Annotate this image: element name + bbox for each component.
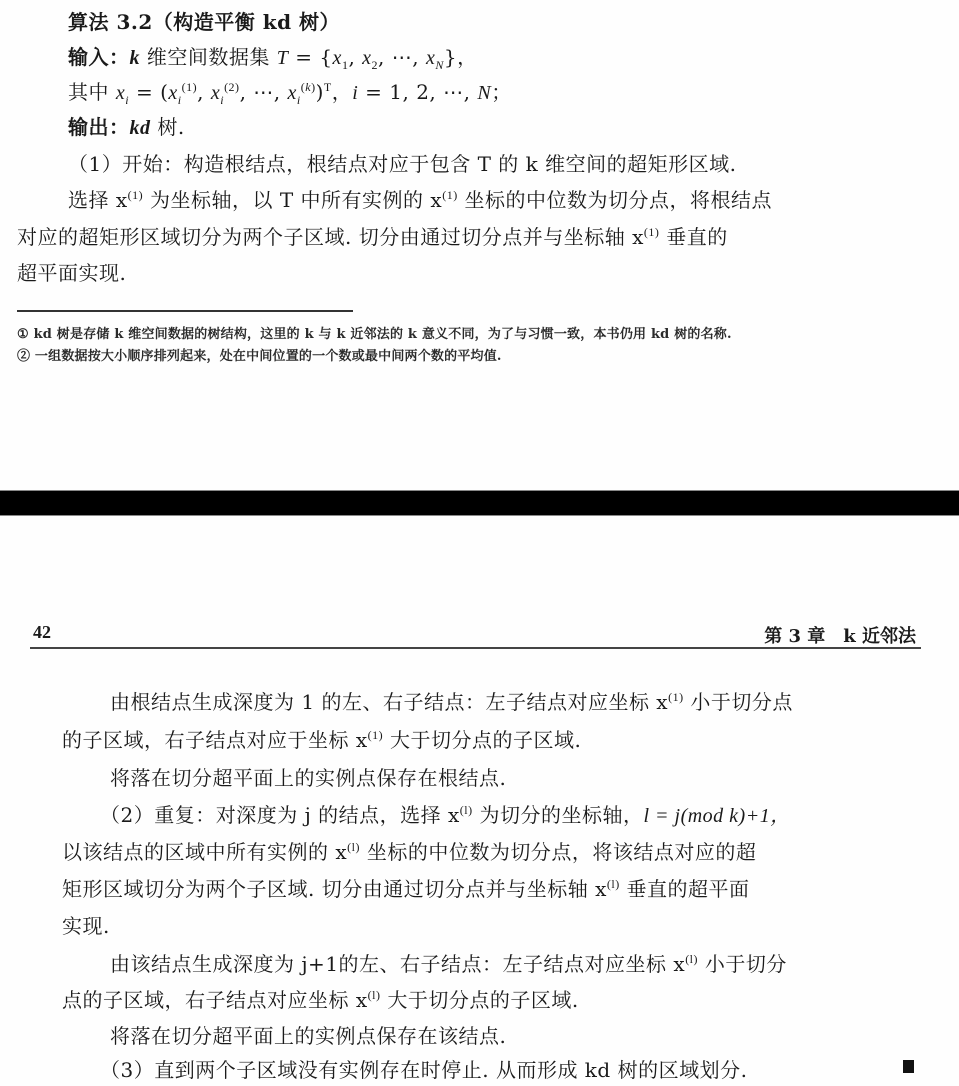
step2-line2 [62,840,756,864]
superscript: (l) [459,803,473,817]
output-line: 输出：kd 树. [68,115,185,139]
superscript: (1) [442,188,458,202]
p2: 将落在切分超平面上的实例点保存在根结点. [110,766,507,790]
text-span: 矩形区域切分为两个子区域. 切分由通过切分点并与坐标轴 x [62,877,607,901]
superscript: (1) [668,690,684,704]
step2-line4: 实现. [62,914,110,938]
text-span: 大于切分点的子区域. [383,728,582,752]
where-label: 其中 [68,80,109,104]
text-span: 为切分的坐标轴， [472,803,644,827]
text-span: 小于切分 [698,952,787,976]
qed-square-icon [903,1060,914,1073]
text-span: 大于切分点的子区域. [380,988,579,1012]
text-span: 垂直的 [659,225,728,249]
step2-line1 [100,803,791,828]
text-span: 垂直的超平面 [619,877,750,901]
p3-line2 [62,988,579,1012]
superscript: (1) [367,728,384,742]
step1-line3 [17,225,728,249]
page-number: 42 [33,622,51,642]
p3-line1 [110,952,787,976]
text-span: 点的子区域，右子结点对应坐标 x [62,988,368,1012]
superscript: (l) [367,988,381,1002]
text-span: 选择 x [68,188,128,212]
text-span: 的子区域，右子结点对应于坐标 x [62,728,368,752]
text-span: 对应的超矩形区域切分为两个子区域. 切分由通过切分点并与坐标轴 x [17,225,644,249]
header-rule [30,647,921,649]
input-line: 输入：k 维空间数据集 $T = \{x_1$, $x_2$, ⋯, $x_N$}， [68,45,478,72]
step1-line1: （1）开始：构造根结点，根结点对应于包含 T 的 k 维空间的超矩形区域. [68,152,737,176]
formula-span: l = j(mod k)+1， [643,805,791,827]
step3: （3）直到两个子区域没有实例存在时停止. 从而形成 kd 树的区域划分. [100,1058,748,1082]
text-span: （2）重复：对深度为 j 的结点，选择 x [100,803,460,827]
footnote-2: ② 一组数据按大小顺序排列起来，处在中间位置的一个数或最中间两个数的平均值. [17,349,502,364]
text-span: 坐标的中位数为切分点，将该结点对应的超 [359,840,757,864]
superscript: (l) [606,877,620,891]
superscript: (l) [347,840,360,854]
step1-line2 [68,188,772,212]
p4: 将落在切分超平面上的实例点保存在该结点. [110,1024,507,1048]
text-span: 坐标的中位数为切分点，将根结点 [457,188,773,212]
text-span: 以该结点的区域中所有实例的 x [62,840,348,864]
input-label: 输入： [68,45,130,69]
superscript: (l) [685,952,699,966]
output-label: 输出： [68,115,130,139]
step2-line3 [62,877,750,901]
text-span: 为坐标轴，以 T 中所有实例的 x [143,188,443,212]
text-span: 由根结点生成深度为 1 的左、右子结点：左子结点对应坐标 x [110,690,669,714]
text-span: 由该结点生成深度为 j+1的左、右子结点：左子结点对应坐标 x [110,952,686,976]
footnote-1: ① kd 树是存储 k 维空间数据的树结构，这里的 k 与 k 近邻法的 k 意义不同，为了与习惯一致，本书仍用 kd 树的名称. [17,327,732,342]
p1-line1 [110,690,793,714]
superscript: (1) [643,225,660,239]
page-separator-bar [0,490,959,516]
where-line: 其中 $x_i = (x_i^{(1)}$, $x_i^{(2)}$, ⋯, $x_i^{(k)})^T$，i = 1, 2, ⋯, N； [68,80,512,107]
text-span: 小于切分点 [683,690,793,714]
p1-line2 [62,728,581,752]
step1-line4: 超平面实现. [17,261,127,285]
superscript: (1) [127,188,144,202]
footnote-rule [17,310,353,312]
algorithm-title: 算法 3.2（构造平衡 kd 树） [68,10,341,34]
running-head: 第 3 章 k 近邻法 [764,626,916,647]
